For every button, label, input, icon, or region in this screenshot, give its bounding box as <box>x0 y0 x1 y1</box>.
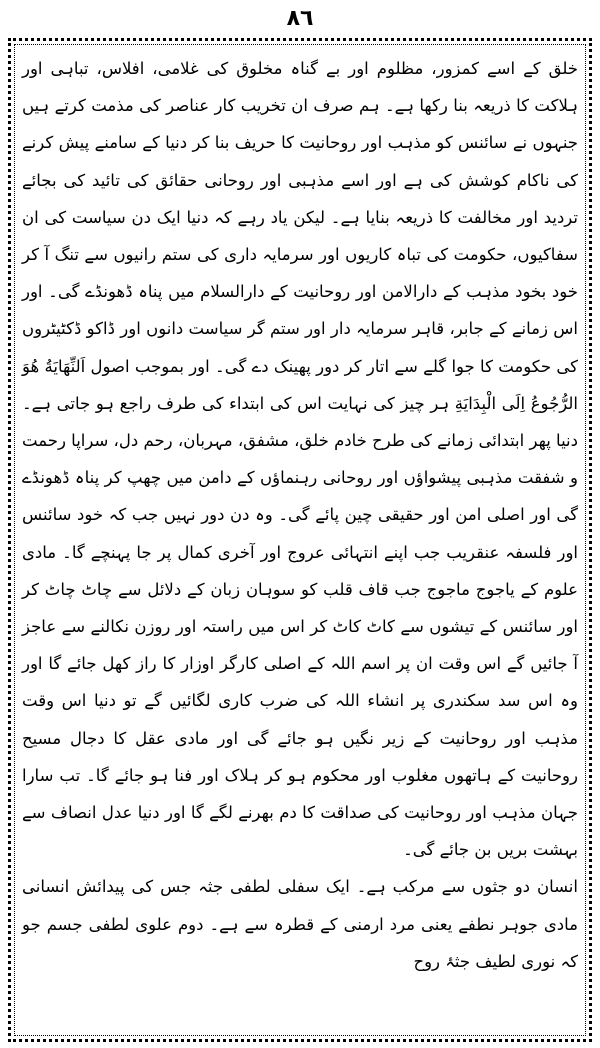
paragraph-2: انسان دو جثوں سے مرکب ہے۔ ایک سفلی لطفی جثہ جس کی پیدائش انسانی مادی جوہر نطفے یعنی مرد ارمنی کے قطرہ سے ہے۔ دوم علوی لطفی جسم جو کہ نوری لطیف جثۂ روح <box>22 877 578 971</box>
page-number: ۸٦ <box>286 6 314 31</box>
text-body <box>22 50 578 980</box>
paragraph-1: خلق کے اسے کمزور، مظلوم اور بے گناہ مخلوق کی غلامی، افلاس، تباہی اور ہلاکت کا ذریعہ بنا رکھا ہے۔ ہم صرف ان تخریب کار عناصر کی مذمت کرتے ہیں جنہوں نے سائنس کو مذہب اور روحانیت کا حریف بنا کر دنیا کے سامنے پیش کرنے کی ناکام کوشش کی ہے اور اسے مذہبی اور روحانی حقائق کی تائید کی بجائے تردید اور مخالفت کا ذریعہ بنایا ہے۔ لیکن یاد رہے کہ دنیا ایک دن سیاست کی ان سفاکیوں، حکومت کی تباہ کاریوں اور سرمایہ داری کی ستم رانیوں سے تنگ آ کر خود بخود مذہب کے دارالامن اور روحانیت کے دارالسلام میں پناہ ڈھونڈے گی۔ اور اس زمانے کے جابر، قاہر سرمایہ دار اور ستم گر سیاست دانوں اور ڈاکو ڈکٹیٹروں کی حکومت کا جوا گلے سے اتار کر دور پھینک دے گی۔ اور بموجب اصول اَلنِّھَایَةُ ھُوَ الرُّجُوعُ اِلَی الْبِدَایَةِ ہر چیز کی نہایت اس کی ابتداء کی طرف راجع ہو جاتی ہے۔ دنیا پھر ابتدائی زمانے کی طرح خادم خلق، مشفق، مہربان، رحم دل، سراپا رحمت و شفقت مذہبی پیشواؤں اور روحانی رہنماؤں کے دامن میں چھپ کر پناہ ڈھونڈے گی اور اصلی امن اور حقیقی چین پائے گی۔ وہ دن دور نہیں جب کہ خود سائنس اور فلسفہ عنقریب جب اپنے انتہائی عروج اور آخری کمال پر جا پہنچے گا۔ مادی علوم کے یاجوج ماجوج جب قاف قلب کو سوہان زبان کے دلائل سے چاٹ چاٹ کر اور سائنس کے تیشوں سے کاٹ کاٹ کر اس میں راستہ اور روزن نکالنے سے عاجز آ جائیں گے اس وقت ان پر اسم اللہ کے اصلی کارگر اوزار کا راز کھل جائے گا اور وہ اس سد سکندری پر انشاء اللہ کی ضرب کاری لگائیں گے تو دنیا اس وقت مذہب اور روحانیت کے زیر نگیں ہو جائے گی اور مادی عقل کا دجال مسیح روحانیت کے ہاتھوں مغلوب اور محکوم ہو کر ہلاک اور فنا ہو جائے گا۔ تب سارا جہان مذہب اور روحانیت کی صداقت کا دم بھرنے لگے گا اور دنیا عدل انصاف سے بہشت بریں بن جائے گی۔ <box>22 59 578 860</box>
